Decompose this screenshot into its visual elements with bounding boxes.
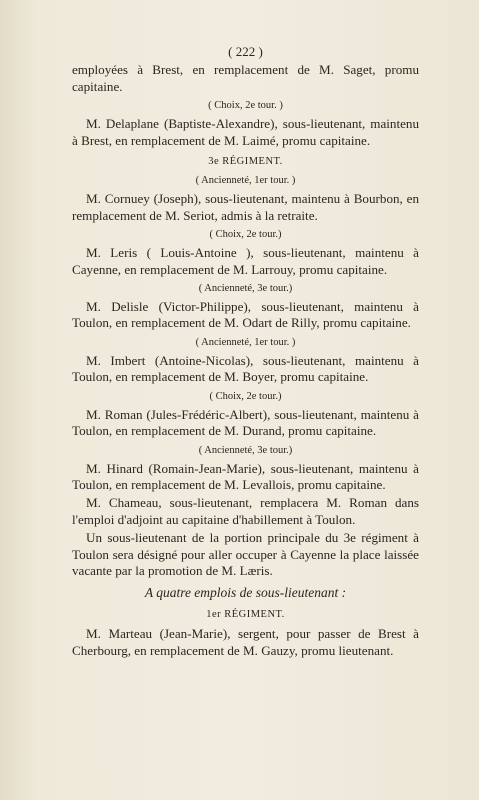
entry-chameau: M. Chameau, sous-lieutenant, remplacera M. Roman dans l'emploi d'adjoint au capitaine d'habillement à Toulon. bbox=[72, 495, 419, 527]
promotion-note: ( Choix, 2e tour. ) bbox=[208, 100, 283, 112]
entry-delisle: M. Delisle (Victor-Philippe), sous-lieutenant, maintenu à Toulon, en remplacement de M. Odart de Rilly, promu capitaine. bbox=[72, 299, 419, 331]
page-content bbox=[72, 44, 419, 659]
promotion-note: ( Ancienneté, 1er tour. ) bbox=[195, 336, 296, 348]
entry-cornuey: M. Cornuey (Joseph), sous-lieutenant, maintenu à Bourbon, en remplacement de M. Seriot, admis à la retraite. bbox=[72, 191, 419, 223]
entry-vacancy-note: Un sous-lieutenant de la portion principale du 3e régiment à Toulon sera désigné pour aller occuper à Cayenne la place laissée vacante par la promotion de M. Læris. bbox=[72, 530, 419, 578]
entry-leris: M. Leris ( Louis-Antoine ), sous-lieutenant, maintenu à Cayenne, en remplacement de M. Larrouy, promu capitaine. bbox=[72, 245, 419, 277]
promotion-note: ( Choix, 2e tour.) bbox=[209, 229, 282, 241]
entry-delaplane: M. Delaplane (Baptiste-Alexandre), sous-lieutenant, maintenu à Brest, en remplacement de M. Laimé, promu capitaine. bbox=[72, 116, 419, 148]
entry-roman: M. Roman (Jules-Frédéric-Albert), sous-lieutenant, maintenu à Toulon, en remplacement de M. Durand, promu capitaine. bbox=[72, 406, 419, 439]
regiment-heading-3: 3e RÉGIMENT. bbox=[208, 156, 283, 168]
page-number: ( 222 ) bbox=[228, 44, 263, 59]
entry-imbert: M. Imbert (Antoine-Nicolas), sous-lieutenant, maintenu à Toulon, en remplacement de M. Boyer, promu capitaine. bbox=[72, 352, 419, 385]
promotion-note: ( Choix, 2e tour.) bbox=[209, 390, 282, 402]
promotion-note: ( Ancienneté, 3e tour.) bbox=[198, 444, 293, 456]
regiment-heading-1: 1er RÉGIMENT. bbox=[206, 608, 285, 620]
entry-hinard: M. Hinard (Romain-Jean-Marie), sous-lieutenant, maintenu à Toulon, en remplacement de M. Levallois, promu capitaine. bbox=[72, 460, 419, 492]
entry-marteau: M. Marteau (Jean-Marie), sergent, pour passer de Brest à Cherbourg, en remplacement de M. Gauzy, promu lieutenant. bbox=[72, 626, 419, 658]
promotion-note: ( Ancienneté, 1er tour. ) bbox=[195, 175, 296, 187]
promotion-note: ( Ancienneté, 3e tour.) bbox=[198, 283, 293, 295]
paragraph-continuation: employées à Brest, en remplacement de M. Saget, promu capitaine. bbox=[72, 62, 419, 94]
subsection-heading: A quatre emplois de sous-lieutenant : bbox=[144, 585, 347, 601]
